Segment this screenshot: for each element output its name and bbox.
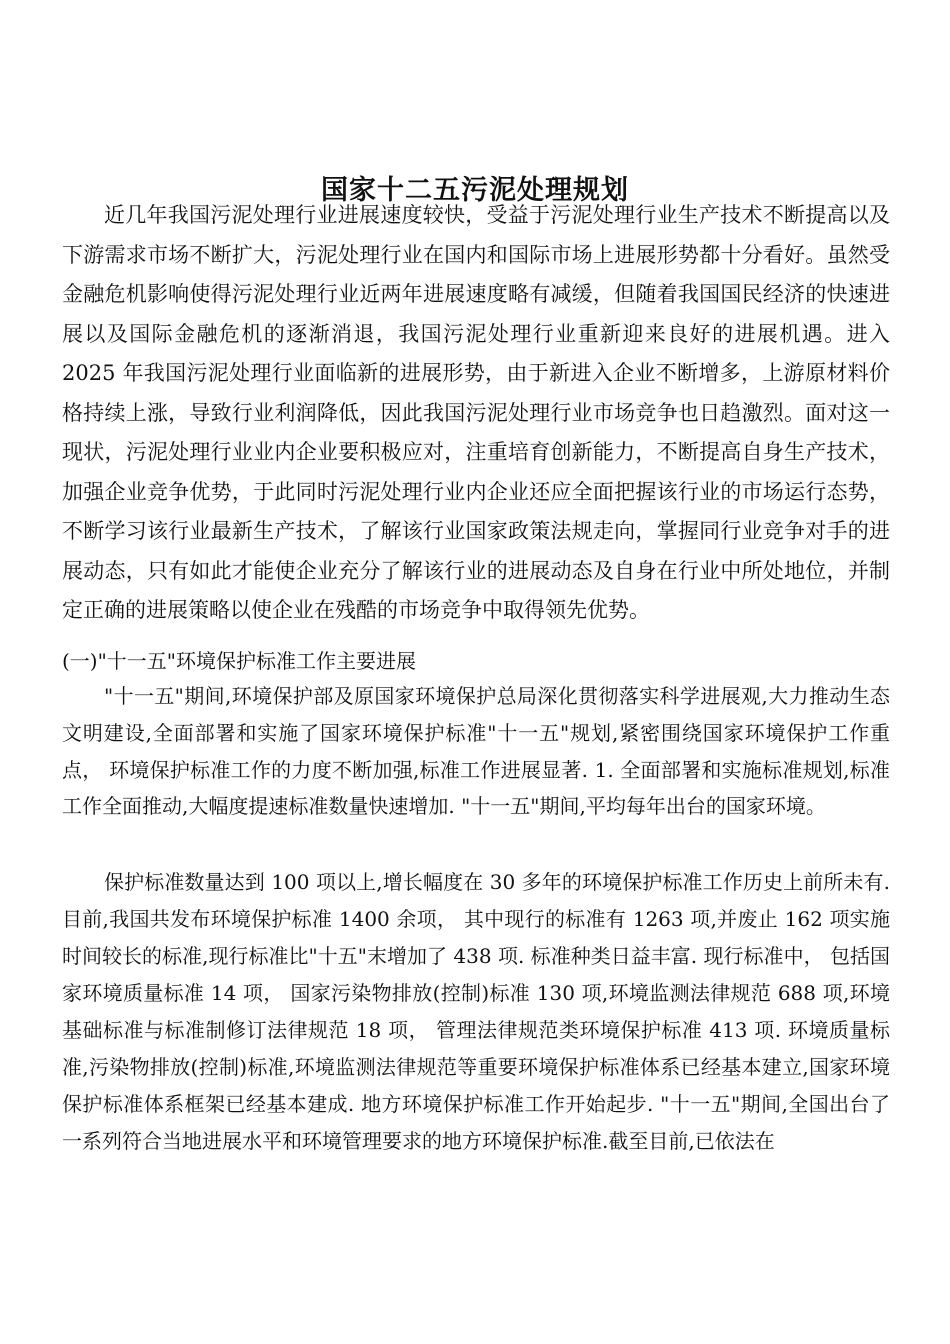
intro-paragraph: 近几年我国污泥处理行业进展速度较快，受益于污泥处理行业生产技术不断提高以及下游需求市场不断扩大，污泥处理行业在国内和国际市场上进展形势都十分看好。虽然受金融危机影响使得污泥处理行业近两年进展速度略有减缓，但随着我国国民经济的快速进展以及国际金融危机的逐渐消退，我国污泥处理行业重新迎来良好的进展机遇。进入 2025 年我国污泥处理行业面临新的进展形势，由于新进入企业不断增多，上游原材料价格持续上涨，导致行业利润降低，因此我国污泥处理行业市场竞争也日趋激烈。面对这一现状，污泥处理行业业内企业要积极应对，注重培育创新能力，不断提高自身生产技术，加强企业竞争优势，于此同时污泥处理行业内企业还应全面把握该行业的市场运行态势，不断学习该行业最新生产技术，了解该行业国家政策法规走向，掌握同行业竞争对手的进展动态，只有如此才能使企业充分了解该行业的进展动态及自身在行业中所处地位，并制定正确的进展策略以使企业在残酷的市场竞争中取得领先优势。 xyxy=(62,203,890,622)
document-title: 国家十二五污泥处理规划 xyxy=(321,175,629,207)
body-paragraph-1: "十一五"期间,环境保护部及原国家环境保护总局深化贯彻落实科学进展观,大力推动生态文明建设,全面部署和实施了国家环境保护标准"十一五"规划,紧密围绕国家环境保护工作重点， 环境保护标准工作的力度不断加强,标准工作进展显著. 1. 全面部署和实施标准规划,标准工作全面推动,大幅度提速标准数量快速增加. "十一五"期间,平均每年出台的国家环境。 xyxy=(62,684,890,819)
body-paragraph-2: 保护标准数量达到 100 项以上,增长幅度在 30 多年的环境保护标准工作历史上前所未有.目前,我国共发布环境保护标准 1400 余项， 其中现行的标准有 1263 项,并废止 162 项实施时间较长的标准,现行标准比"十五"末增加了 438 项. 标准种类日益丰富. 现行标准中， 包括国家环境质量标准 14 项， 国家污染物排放(控制)标准 130 项,环境监测法律规范 688 项,环境基础标准与标准制修订法律规范 18 项， 管理法律规范类环境保护标准 413 项. 环境质量标准,污染物排放(控制)标准,环境监测法律规范等重要环境保护标准体系已经基本建立,国家环境保护标准体系框架已经基本建成. 地方环境保护标准工作开始起步. "十一五"期间,全国出台了一系列符合当地进展水平和环境管理要求的地方环境保护标准.截至目前,已依法在 xyxy=(62,870,890,1153)
section-heading: (一)"十一五"环境保护标准工作主要进展 xyxy=(62,649,417,673)
